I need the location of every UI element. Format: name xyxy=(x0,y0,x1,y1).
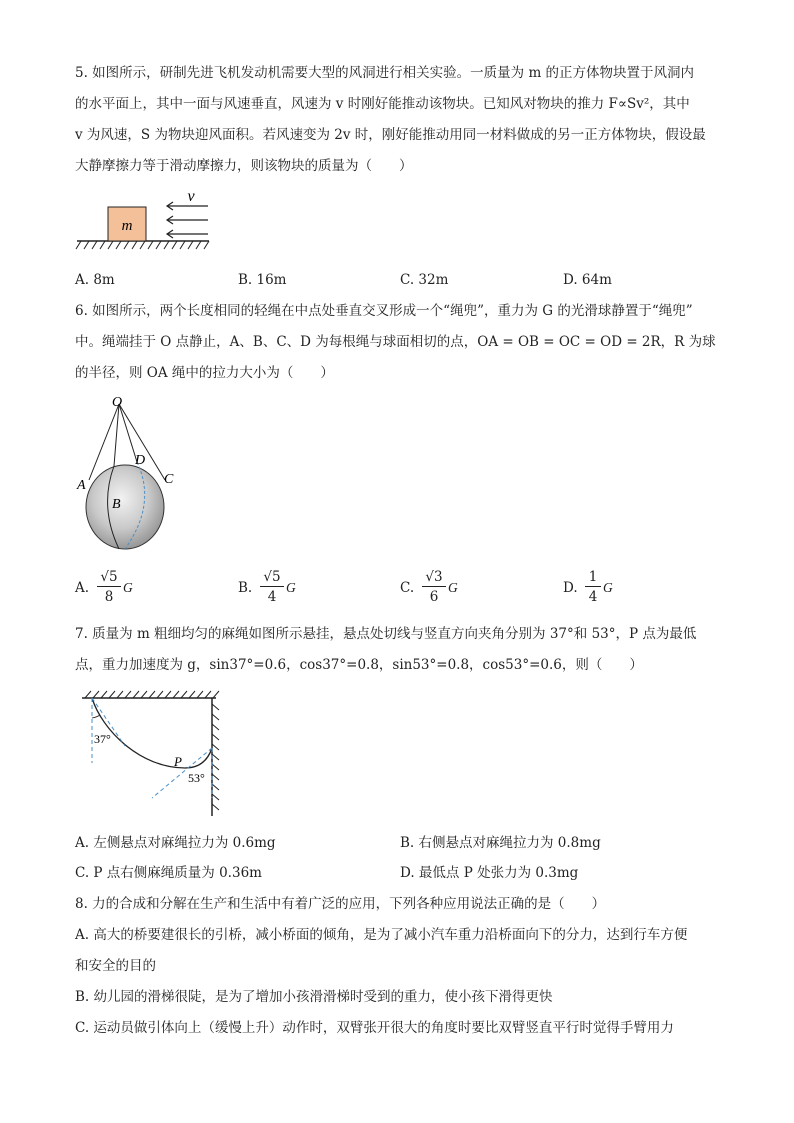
label-d: D xyxy=(135,453,146,468)
q6-option-d-g: G xyxy=(603,580,613,595)
q8-option-b[interactable]: B. 幼儿园的滑梯很陡，是为了增加小孩滑滑梯时受到的重力，使小孩下滑得更快 xyxy=(75,989,553,1005)
q8-line-1: 8. 力的合成和分解在生产和生活中有着广泛的应用，下列各种应用说法正确的是（ ） xyxy=(75,896,606,912)
q6-option-d-den: 4 xyxy=(588,589,598,605)
q6-option-c-num: √3 xyxy=(422,568,446,587)
q7-figure xyxy=(80,688,230,818)
q5-figure xyxy=(75,186,215,256)
q6-option-a-num: √5 xyxy=(97,568,121,587)
q5-option-b[interactable]: B. 16m xyxy=(238,272,287,288)
q5-line-2: 的水平面上，其中一面与风速垂直，风速为 v 时刚好能推动该物块。已知风对物块的推力 F∝Sv²，其中 xyxy=(75,96,690,112)
block-label: m xyxy=(121,218,133,234)
q7-line-2: 点，重力加速度为 g，sin37°=0.6，cos37°=0.8，sin53°=0.8，cos53°=0.6，则（ ） xyxy=(75,657,643,673)
q5-option-d[interactable]: D. 64m xyxy=(563,272,612,288)
label-a: A xyxy=(77,478,86,493)
q6-line-2: 中。绳端挂于 O 点静止，A、B、C、D 为每根绳与球面相切的点，OA = OB = OC = OD = 2R，R 为球 xyxy=(75,334,716,350)
wind-arrows xyxy=(167,202,208,238)
angle-left-label: 37° xyxy=(94,732,111,746)
point-p-label: P xyxy=(174,754,182,769)
q7-option-c[interactable]: C. P 点右侧麻绳质量为 0.36m xyxy=(75,865,262,881)
q7-option-a[interactable]: A. 左侧悬点对麻绳拉力为 0.6mg xyxy=(75,835,276,851)
q6-option-a-letter: A. xyxy=(75,580,90,596)
q5-option-a[interactable]: A. 8m xyxy=(75,272,115,288)
q6-line-1: 6. 如图所示，两个长度相同的轻绳在中点处垂直交叉形成一个“绳兜”，重力为 G 的光滑球静置于“绳兜” xyxy=(75,303,693,319)
q5-option-c[interactable]: C. 32m xyxy=(400,272,449,288)
q7-option-b[interactable]: B. 右侧悬点对麻绳拉力为 0.8mg xyxy=(400,835,601,851)
q6-option-a-den: 8 xyxy=(104,589,114,605)
label-b: B xyxy=(112,497,121,512)
angle-right-label: 53° xyxy=(188,771,205,785)
q6-option-b-den: 4 xyxy=(267,589,277,605)
q7-option-d[interactable]: D. 最低点 P 处张力为 0.3mg xyxy=(400,865,579,881)
wind-label: v xyxy=(187,188,195,205)
q6-option-d-num: 1 xyxy=(585,568,601,587)
q5-line-4: 大静摩擦力等于滑动摩擦力，则该物块的质量为（ ） xyxy=(75,158,413,174)
q6-option-b-letter: B. xyxy=(238,580,253,596)
q6-option-b-g: G xyxy=(286,580,296,595)
q8-option-a-line-1[interactable]: A. 高大的桥要建很长的引桥，减小桥面的倾角，是为了减小汽车重力沿桥面向下的分力，达到行车方便 xyxy=(75,927,688,943)
label-c: C xyxy=(164,472,174,487)
sphere xyxy=(86,465,164,549)
q6-option-c-den: 6 xyxy=(429,589,439,605)
q8-option-c-line-1[interactable]: C. 运动员做引体向上（缓慢上升）动作时，双臂张开很大的角度时要比双臂竖直平行时觉得手臂用力 xyxy=(75,1020,674,1036)
q6-figure xyxy=(75,392,195,557)
q6-option-c-g: G xyxy=(448,580,458,595)
q7-line-1: 7. 质量为 m 粗细均匀的麻绳如图所示悬挂，悬点处切线与竖直方向夹角分别为 37°和 53°，P 点为最低 xyxy=(75,626,697,642)
q5-line-1: 5. 如图所示，研制先进飞机发动机需要大型的风洞进行相关实验。一质量为 m 的正方体物块置于风洞内 xyxy=(75,65,695,81)
q6-option-a-g: G xyxy=(123,580,133,595)
q5-line-3: v 为风速，S 为物块迎风面积。若风速变为 2v 时，刚好能推动用同一材料做成的另一正方体物块，假设最 xyxy=(75,127,706,143)
q6-option-c-letter: C. xyxy=(400,580,415,596)
q8-option-a-line-2[interactable]: 和安全的目的 xyxy=(75,958,156,974)
q6-line-3: 的半径，则 OA 绳中的拉力大小为（ ） xyxy=(75,365,334,381)
q6-option-b-num: √5 xyxy=(260,568,284,587)
q6-option-d-letter: D. xyxy=(563,580,578,596)
label-o: O xyxy=(112,395,123,410)
